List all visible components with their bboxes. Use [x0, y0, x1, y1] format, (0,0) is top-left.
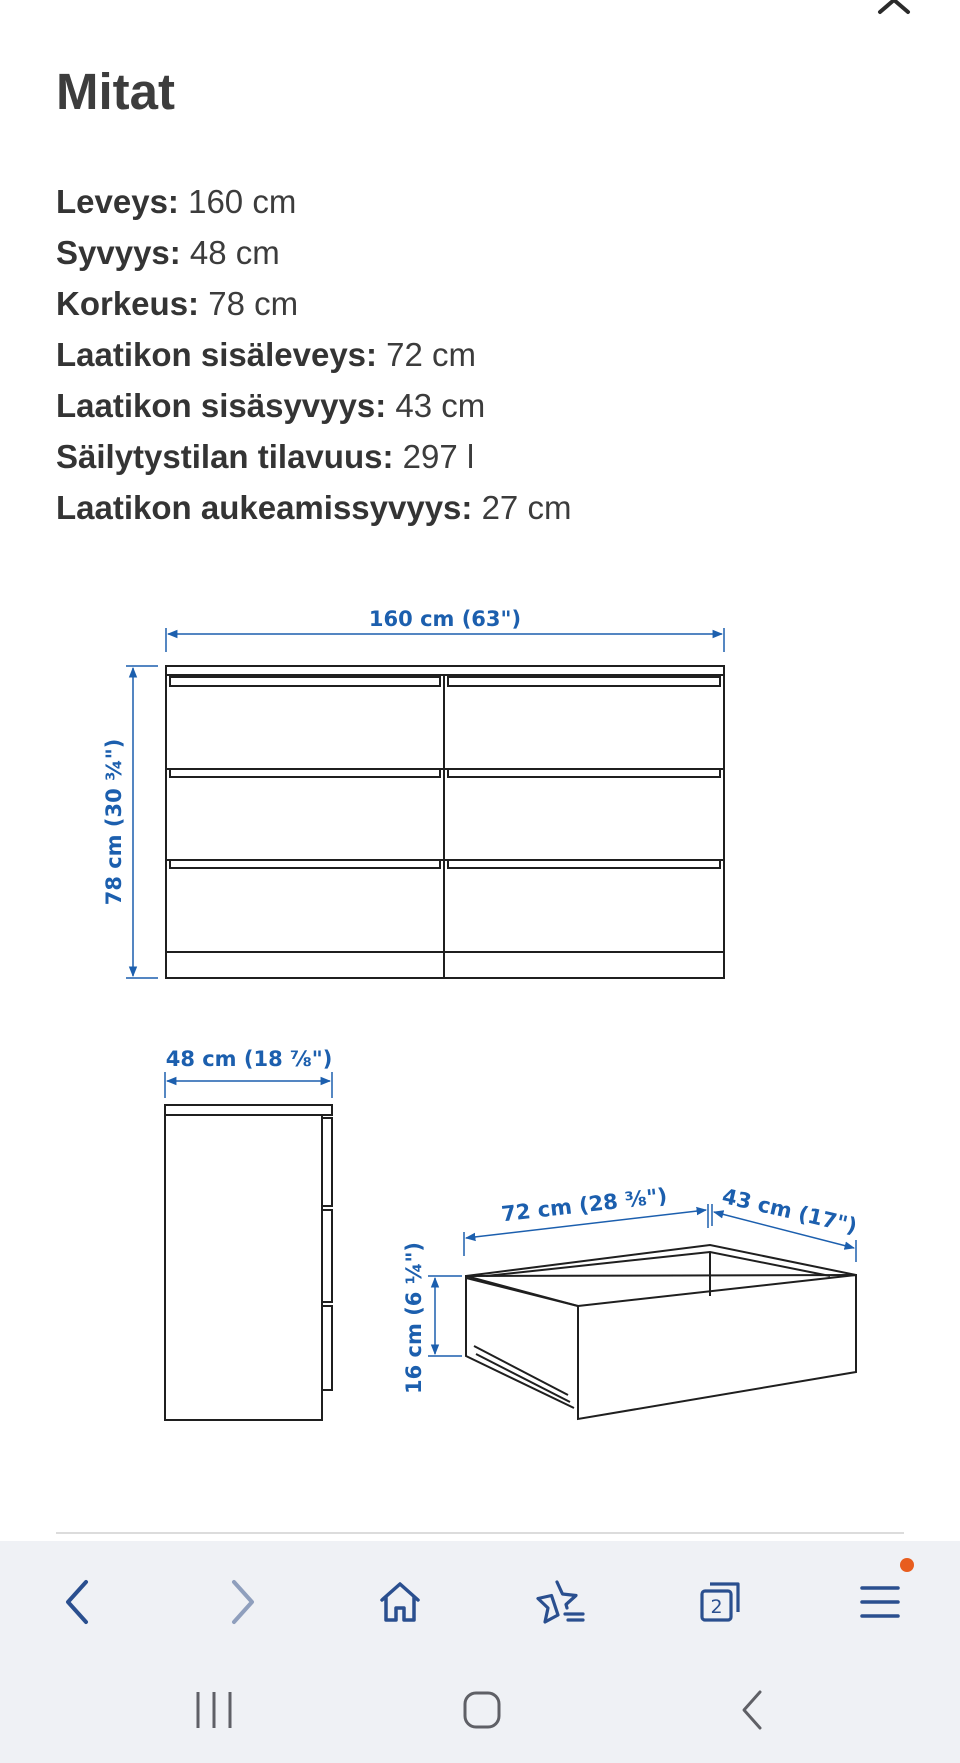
system-back-button[interactable]: [712, 1680, 792, 1740]
dimension-value: 43 cm: [386, 387, 486, 424]
dimension-row: [56, 329, 916, 380]
dimension-value: 27 cm: [472, 489, 572, 526]
notification-dot: [900, 1558, 914, 1572]
dimension-label: Laatikon aukeamissyvyys:: [56, 489, 473, 526]
height-dimension-line: [126, 666, 158, 978]
width-dimension-line: [166, 628, 724, 652]
drawer-depth-dimension-label: 43 cm (17"): [719, 1184, 860, 1239]
recents-button[interactable]: [174, 1680, 254, 1740]
dimension-diagram: [0, 560, 960, 1440]
section-divider: [56, 1532, 904, 1534]
dimension-row: [56, 176, 916, 227]
dimension-value: 160 cm: [178, 183, 297, 220]
dimension-value: 48 cm: [180, 234, 280, 271]
dimensions-list: [56, 176, 916, 533]
bookmarks-button[interactable]: [524, 1566, 596, 1638]
dimension-row: [56, 227, 916, 278]
width-dimension-label: 160 cm (63"): [368, 607, 522, 631]
depth-dimension-label: 48 cm (18 ⅞"): [165, 1047, 333, 1071]
dimension-label: Laatikon sisäsyvyys:: [56, 387, 387, 424]
tabs-icon: [696, 1578, 744, 1626]
drawer-width-dimension-label: 72 cm (28 ⅜"): [500, 1183, 669, 1227]
dimension-row: [56, 380, 916, 431]
back-button[interactable]: [42, 1566, 114, 1638]
drawer-drawing: [466, 1245, 856, 1419]
home-circle-icon: [460, 1688, 504, 1732]
dimension-value: 78 cm: [199, 285, 299, 322]
dimension-label: Korkeus:: [56, 285, 200, 322]
dimension-label: Syvyys:: [56, 234, 181, 271]
dimension-row: [56, 482, 916, 533]
system-back-icon: [732, 1688, 772, 1732]
browser-toolbar: [0, 1541, 960, 1663]
forward-icon: [222, 1578, 262, 1626]
system-home-button[interactable]: [442, 1680, 522, 1740]
side-view-drawing: [165, 1105, 332, 1420]
dimension-value: 72 cm: [377, 336, 477, 373]
height-dimension-label: 78 cm (30 ¾"): [102, 738, 126, 906]
dimension-value: 297 l: [393, 438, 475, 475]
bookmarks-icon: [534, 1578, 586, 1626]
back-icon: [58, 1578, 98, 1626]
close-icon: [872, 0, 916, 22]
dimension-row: [56, 278, 916, 329]
front-view-drawing: [166, 666, 724, 978]
forward-button[interactable]: [206, 1566, 278, 1638]
recents-icon: [192, 1690, 236, 1730]
depth-dimension-line: [165, 1072, 332, 1098]
menu-button[interactable]: [844, 1566, 916, 1638]
dimension-label: Leveys:: [56, 183, 179, 220]
tabs-button[interactable]: [684, 1566, 756, 1638]
drawer-height-dimension-line: [428, 1276, 462, 1356]
menu-icon: [856, 1578, 904, 1626]
close-button[interactable]: [872, 0, 916, 22]
tab-count: 2: [710, 1596, 723, 1618]
home-icon: [376, 1578, 424, 1626]
home-button[interactable]: [364, 1566, 436, 1638]
dimension-row: [56, 431, 916, 482]
drawer-height-dimension-label: 16 cm (6 ¼"): [402, 1242, 426, 1394]
dimension-label: Säilytystilan tilavuus:: [56, 438, 394, 475]
page-title: Mitat: [56, 63, 175, 120]
dimension-label: Laatikon sisäleveys:: [56, 336, 378, 373]
